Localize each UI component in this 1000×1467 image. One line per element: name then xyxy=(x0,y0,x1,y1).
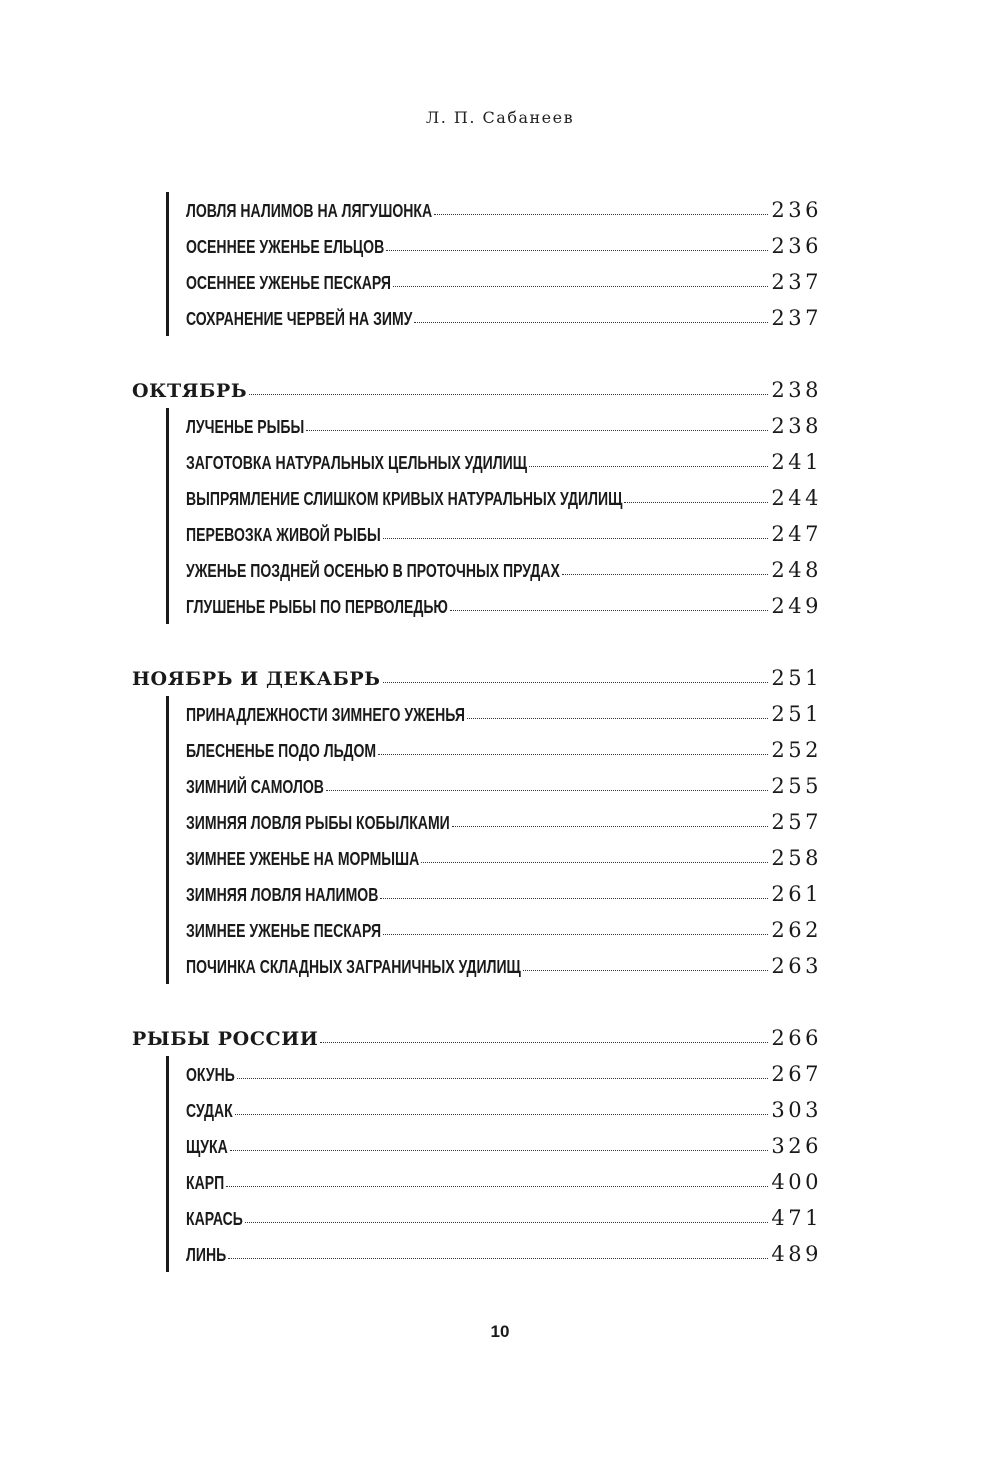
toc-subentries xyxy=(166,192,822,336)
dot-leader xyxy=(237,1078,769,1079)
toc-entry-title: ЗИМНИЙ САМОЛОВ xyxy=(186,777,324,797)
dot-leader xyxy=(529,466,768,467)
dot-leader xyxy=(235,1114,769,1115)
toc-entry[interactable] xyxy=(186,696,822,732)
dot-leader xyxy=(624,502,768,503)
toc-section-title: ОКТЯБРЬ xyxy=(132,380,248,402)
toc-subentries xyxy=(166,1056,822,1272)
toc-entry[interactable] xyxy=(186,732,822,768)
toc-entry-title: ЩУКА xyxy=(186,1137,228,1157)
toc-section-heading[interactable] xyxy=(132,372,822,408)
toc-entry-title: ПОЧИНКА СКЛАДНЫХ ЗАГРАНИЧНЫХ УДИЛИЩ xyxy=(186,957,521,977)
toc-entry-title: ЛОВЛЯ НАЛИМОВ НА ЛЯГУШОНКА xyxy=(186,201,433,221)
toc-entry-page: 237 xyxy=(771,306,822,330)
toc-entry[interactable] xyxy=(186,1236,822,1272)
toc-entry-page: 261 xyxy=(771,882,822,906)
toc-entry-title: ГЛУШЕНЬЕ РЫБЫ ПО ПЕРВОЛЕДЬЮ xyxy=(186,597,448,617)
toc-subentries xyxy=(166,408,822,624)
toc-section-title: РЫБЫ РОССИИ xyxy=(132,1028,319,1050)
dot-leader xyxy=(380,898,768,899)
dot-leader xyxy=(383,934,768,935)
toc-entry-title: УЖЕНЬЕ ПОЗДНЕЙ ОСЕНЬЮ В ПРОТОЧНЫХ ПРУДАХ xyxy=(186,561,560,581)
toc-entry-page: 303 xyxy=(771,1098,822,1122)
toc-entry-title: ОСЕННЕЕ УЖЕНЬЕ ЕЛЬЦОВ xyxy=(186,237,385,257)
toc-entry[interactable] xyxy=(186,804,822,840)
toc-entry-title: ЗИМНЯЯ ЛОВЛЯ РЫБЫ КОБЫЛКАМИ xyxy=(186,813,450,833)
toc-entry[interactable] xyxy=(186,552,822,588)
toc-entry-title: ПЕРЕВОЗКА ЖИВОЙ РЫБЫ xyxy=(186,525,381,545)
dot-leader xyxy=(245,1222,769,1223)
dot-leader xyxy=(562,574,769,575)
toc-continued-section xyxy=(132,192,822,336)
toc-entry[interactable] xyxy=(186,408,822,444)
toc-entry[interactable] xyxy=(186,264,822,300)
dot-leader xyxy=(249,394,768,395)
dot-leader xyxy=(228,1258,768,1259)
toc-entry-title: СОХРАНЕНИЕ ЧЕРВЕЙ НА ЗИМУ xyxy=(186,309,413,329)
toc-entry-page: 236 xyxy=(771,198,822,222)
toc-entry-title: КАРАСЬ xyxy=(186,1209,243,1229)
dot-leader xyxy=(230,1150,769,1151)
toc-entry-title: ОСЕННЕЕ УЖЕНЬЕ ПЕСКАРЯ xyxy=(186,273,392,293)
toc-entry-title: КАРП xyxy=(186,1173,225,1193)
toc-entry-title: БЛЕСНЕНЬЕ ПОДО ЛЬДОМ xyxy=(186,741,377,761)
dot-leader xyxy=(393,286,768,287)
toc-entry-title: ЛУЧЕНЬЕ РЫБЫ xyxy=(186,417,305,437)
toc-section-fish-of-russia xyxy=(132,1020,822,1272)
toc-entry[interactable] xyxy=(186,300,822,336)
dot-leader xyxy=(414,322,768,323)
toc-entry[interactable] xyxy=(186,1200,822,1236)
toc-entry[interactable] xyxy=(186,480,822,516)
dot-leader xyxy=(450,610,769,611)
toc-entry-page: 262 xyxy=(771,918,822,942)
toc-section-title: НОЯБРЬ И ДЕКАБРЬ xyxy=(132,668,381,690)
toc-section-page: 238 xyxy=(771,378,822,402)
toc-section-heading[interactable] xyxy=(132,660,822,696)
toc-entry-page: 251 xyxy=(771,702,822,726)
dot-leader xyxy=(523,970,769,971)
toc-entry[interactable] xyxy=(186,1128,822,1164)
dot-leader xyxy=(452,826,769,827)
page-number: 10 xyxy=(490,1322,510,1341)
dot-leader xyxy=(383,682,769,683)
toc-entry[interactable] xyxy=(186,1056,822,1092)
toc-entry-page: 236 xyxy=(771,234,822,258)
toc-entry-page: 238 xyxy=(771,414,822,438)
toc-entry-page: 326 xyxy=(771,1134,822,1158)
toc-entry[interactable] xyxy=(186,768,822,804)
toc-section-october xyxy=(132,372,822,624)
toc-section-heading[interactable] xyxy=(132,1020,822,1056)
running-head-author: Л. П. Сабанеев xyxy=(425,108,575,127)
toc-section-page: 251 xyxy=(771,666,822,690)
toc-entry-title: ЛИНЬ xyxy=(186,1245,227,1265)
dot-leader xyxy=(383,538,769,539)
toc-entry-title: ЗИМНЕЕ УЖЕНЬЕ ПЕСКАРЯ xyxy=(186,921,382,941)
toc-entry-title: ОКУНЬ xyxy=(186,1065,235,1085)
toc-section-november-december xyxy=(132,660,822,984)
dot-leader xyxy=(467,718,768,719)
toc-entry[interactable] xyxy=(186,876,822,912)
toc-entry-title: ЗИМНЯЯ ЛОВЛЯ НАЛИМОВ xyxy=(186,885,379,905)
toc-entry-title: СУДАК xyxy=(186,1101,233,1121)
toc-entry-page: 255 xyxy=(771,774,822,798)
toc-entry[interactable] xyxy=(186,228,822,264)
toc-entry-title: ПРИНАДЛЕЖНОСТИ ЗИМНЕГО УЖЕНЬЯ xyxy=(186,705,465,725)
toc-entry[interactable] xyxy=(186,444,822,480)
toc-entry-title: ЗИМНЕЕ УЖЕНЬЕ НА МОРМЫША xyxy=(186,849,420,869)
dot-leader xyxy=(434,214,768,215)
toc-entry[interactable] xyxy=(186,948,822,984)
toc-entry[interactable] xyxy=(186,912,822,948)
toc-entry[interactable] xyxy=(186,1092,822,1128)
toc-entry-title: ЗАГОТОВКА НАТУРАЛЬНЫХ ЦЕЛЬНЫХ УДИЛИЩ xyxy=(186,453,528,473)
toc-entry-page: 400 xyxy=(771,1170,822,1194)
toc-subentries xyxy=(166,696,822,984)
dot-leader xyxy=(320,1042,768,1043)
toc-entry-page: 252 xyxy=(771,738,822,762)
toc-entry-page: 244 xyxy=(771,486,822,510)
toc-entry-page: 489 xyxy=(771,1242,822,1266)
dot-leader xyxy=(386,250,768,251)
toc-entry-page: 258 xyxy=(771,846,822,870)
toc-entry[interactable] xyxy=(186,192,822,228)
dot-leader xyxy=(326,790,769,791)
toc-entry-page: 257 xyxy=(771,810,822,834)
toc-entry-title: ВЫПРЯМЛЕНИЕ СЛИШКОМ КРИВЫХ НАТУРАЛЬНЫХ УДИЛИЩ xyxy=(186,489,623,509)
dot-leader xyxy=(226,1186,768,1187)
dot-leader xyxy=(306,430,768,431)
toc-section-page: 266 xyxy=(771,1026,822,1050)
table-of-contents xyxy=(132,192,822,1308)
toc-entry-page: 471 xyxy=(771,1206,822,1230)
toc-entry-page: 263 xyxy=(771,954,822,978)
toc-entry[interactable] xyxy=(186,588,822,624)
dot-leader xyxy=(378,754,768,755)
toc-entry-page: 249 xyxy=(771,594,822,618)
toc-entry[interactable] xyxy=(186,1164,822,1200)
toc-entry-page: 237 xyxy=(771,270,822,294)
toc-entry[interactable] xyxy=(186,840,822,876)
toc-entry-page: 241 xyxy=(771,450,822,474)
toc-entry-page: 267 xyxy=(771,1062,822,1086)
dot-leader xyxy=(421,862,768,863)
toc-entry-page: 248 xyxy=(771,558,822,582)
toc-entry-page: 247 xyxy=(771,522,822,546)
toc-entry[interactable] xyxy=(186,516,822,552)
